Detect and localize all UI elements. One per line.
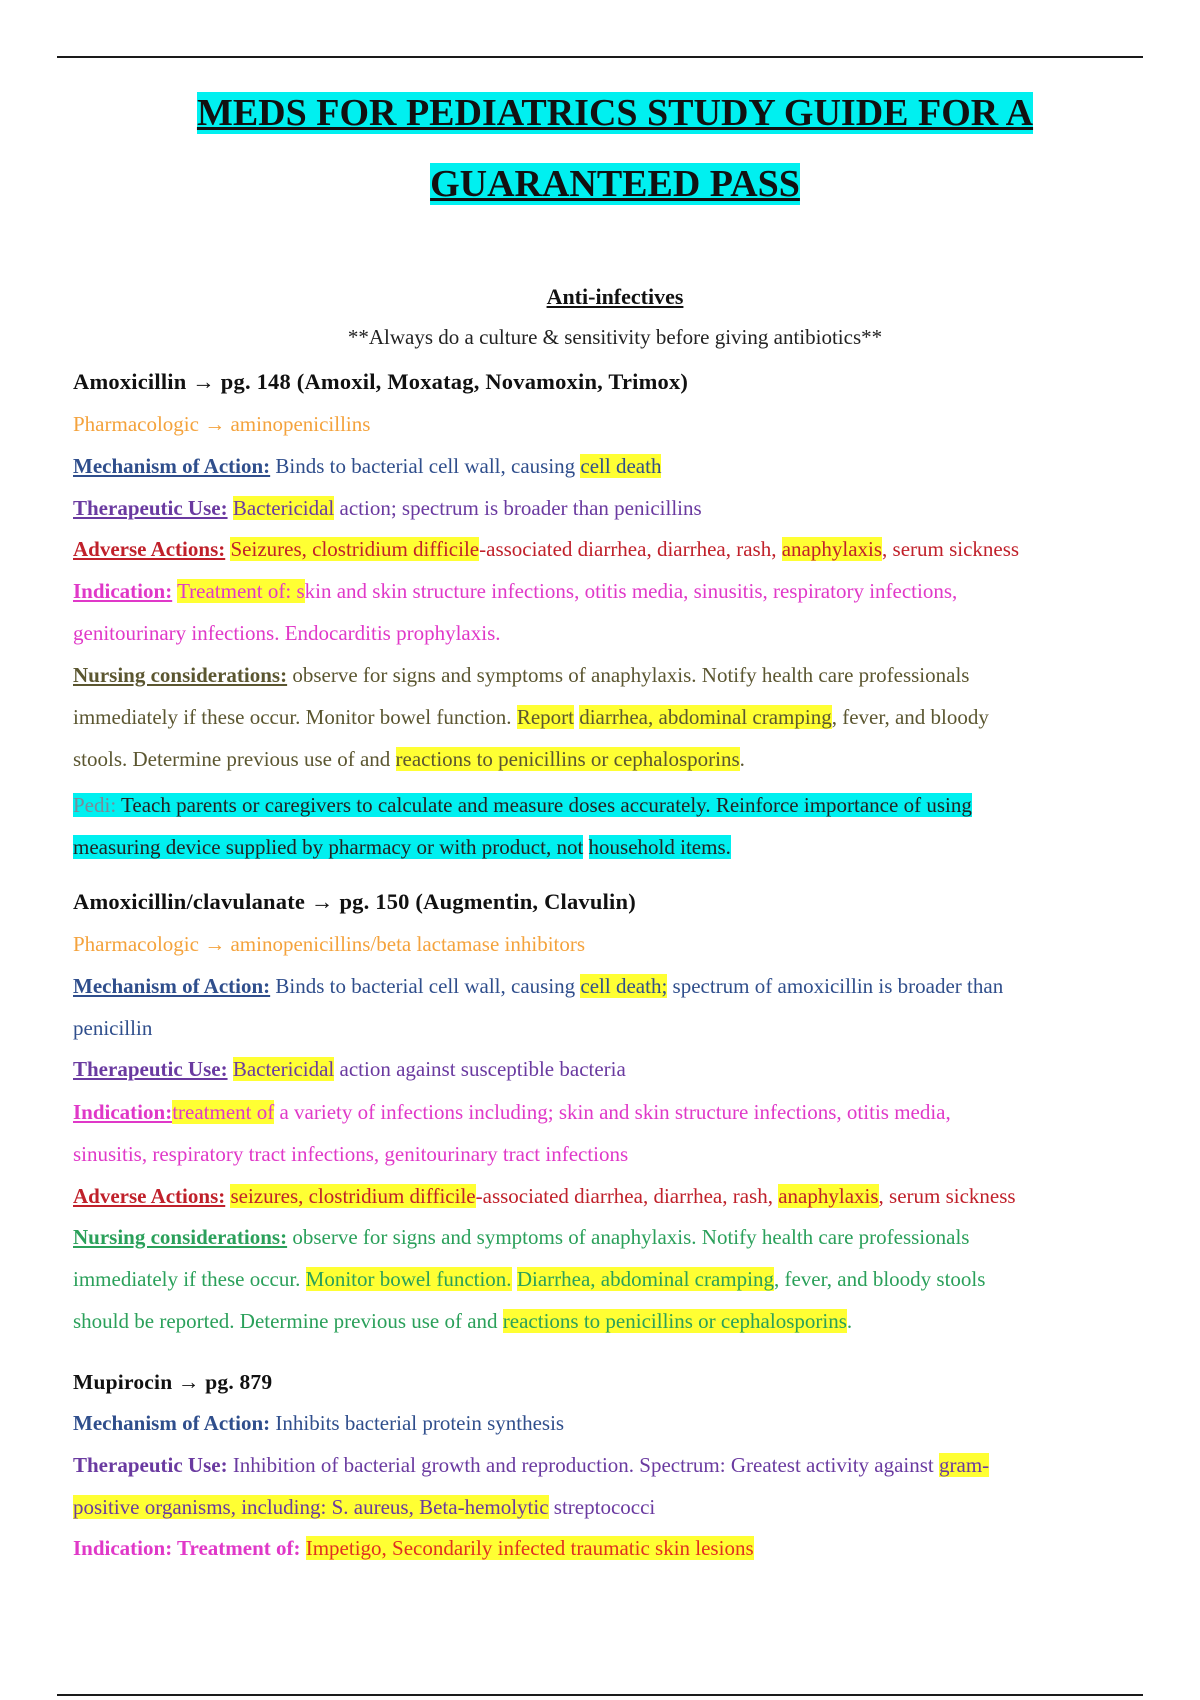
mechanism-line: Mechanism of Action: Inhibits bacterial protein synthesis [73, 1411, 565, 1435]
pharmacologic-line: Pharmacologic → aminopenicillins [73, 412, 371, 436]
therapeutic-use-line: Therapeutic Use: Bactericidal action; spectrum is broader than penicillins [73, 496, 702, 520]
mechanism-line: Mechanism of Action: Binds to bacterial cell wall, causing cell death [73, 454, 662, 478]
bottom-rule [57, 1694, 1143, 1696]
therapeutic-use-line: Therapeutic Use: Inhibition of bacterial growth and reproduction. Spectrum: Greatest activity against gram- [73, 1453, 990, 1477]
indication-line: Indication: Treatment of: Impetigo, Secondarily infected traumatic skin lesions [73, 1536, 754, 1560]
nursing-line-cont: immediately if these occur. Monitor bowel function. Diarrhea, abdominal cramping, fever, and bloody stools [73, 1267, 986, 1291]
therapeutic-use-line: Therapeutic Use: Bactericidal action against susceptible bacteria [73, 1057, 626, 1081]
nursing-line: Nursing considerations: observe for signs and symptoms of anaphylaxis. Notify health care professionals [73, 1225, 970, 1249]
adverse-actions-line: Adverse Actions: seizures, clostridium difficile-associated diarrhea, diarrhea, rash, anaphylaxis, serum sickness [73, 1184, 1016, 1208]
therapeutic-use-label: Therapeutic Use: [73, 1453, 228, 1477]
nursing-label: Nursing considerations: [73, 1225, 288, 1249]
drug-heading-amoxicillin-clavulanate: Amoxicillin/clavulanate → pg. 150 (Augmentin, Clavulin) [73, 889, 636, 914]
section-note: **Always do a culture & sensitivity before giving antibiotics** [347, 325, 883, 349]
nursing-line: Nursing considerations: observe for signs and symptoms of anaphylaxis. Notify health care professionals [73, 663, 970, 687]
nursing-line-cont-2: stools. Determine previous use of and reactions to penicillins or cephalosporins. [73, 747, 745, 771]
indication-label: Indication: [73, 1100, 173, 1124]
mechanism-line: Mechanism of Action: Binds to bacterial cell wall, causing cell death; spectrum of amoxicillin is broader than [73, 974, 1004, 998]
indication-line-cont: sinusitis, respiratory tract infections, genitourinary tract infections [73, 1142, 629, 1166]
adverse-actions-label: Adverse Actions: [73, 537, 226, 561]
adverse-actions-line: Adverse Actions: Seizures, clostridium difficile-associated diarrhea, diarrhea, rash, anaphylaxis, serum sickness [73, 537, 1020, 561]
mechanism-line-cont: penicillin [73, 1016, 153, 1040]
drug-heading-amoxicillin: Amoxicillin → pg. 148 (Amoxil, Moxatag, Novamoxin, Trimox) [73, 369, 689, 394]
pedi-line-cont: measuring device supplied by pharmacy or with product, not household items. [73, 835, 731, 859]
therapeutic-use-label: Therapeutic Use: [73, 496, 228, 520]
therapeutic-use-line-cont: positive organisms, including: S. aureus, Beta-hemolytic streptococci [73, 1495, 656, 1519]
mechanism-label: Mechanism of Action: [73, 1411, 271, 1435]
pharmacologic-line: Pharmacologic → aminopenicillins/beta lactamase inhibitors [73, 932, 586, 956]
nursing-line-cont-2: should be reported. Determine previous use of and reactions to penicillins or cephalosporins. [73, 1309, 853, 1333]
section-heading: Anti-infectives [546, 284, 684, 309]
therapeutic-use-label: Therapeutic Use: [73, 1057, 228, 1081]
indication-line: Indication:treatment of a variety of infections including; skin and skin structure infections, otitis media, [73, 1100, 951, 1124]
page-title-line-1: MEDS FOR PEDIATRICS STUDY GUIDE FOR A [196, 92, 1034, 134]
indication-line-cont: genitourinary infections. Endocarditis prophylaxis. [73, 621, 501, 645]
adverse-actions-label: Adverse Actions: [73, 1184, 226, 1208]
mechanism-label: Mechanism of Action: [73, 454, 271, 478]
top-rule [57, 56, 1143, 58]
mechanism-label: Mechanism of Action: [73, 974, 271, 998]
pedi-line: Pedi: Teach parents or caregivers to calculate and measure doses accurately. Reinforce importance of using [73, 793, 972, 817]
indication-label: Indication: Treatment of: [73, 1536, 301, 1560]
indication-label: Indication: [73, 579, 173, 603]
nursing-label: Nursing considerations: [73, 663, 288, 687]
drug-heading-mupirocin: Mupirocin → pg. 879 [73, 1370, 273, 1394]
page-title-line-2: GUARANTEED PASS [430, 163, 800, 205]
indication-line: Indication: Treatment of: skin and skin structure infections, otitis media, sinusitis, respiratory infections, [73, 579, 958, 603]
pedi-label: Pedi: [73, 793, 117, 817]
nursing-line-cont: immediately if these occur. Monitor bowel function. Report diarrhea, abdominal cramping, fever, and bloody [73, 705, 989, 729]
